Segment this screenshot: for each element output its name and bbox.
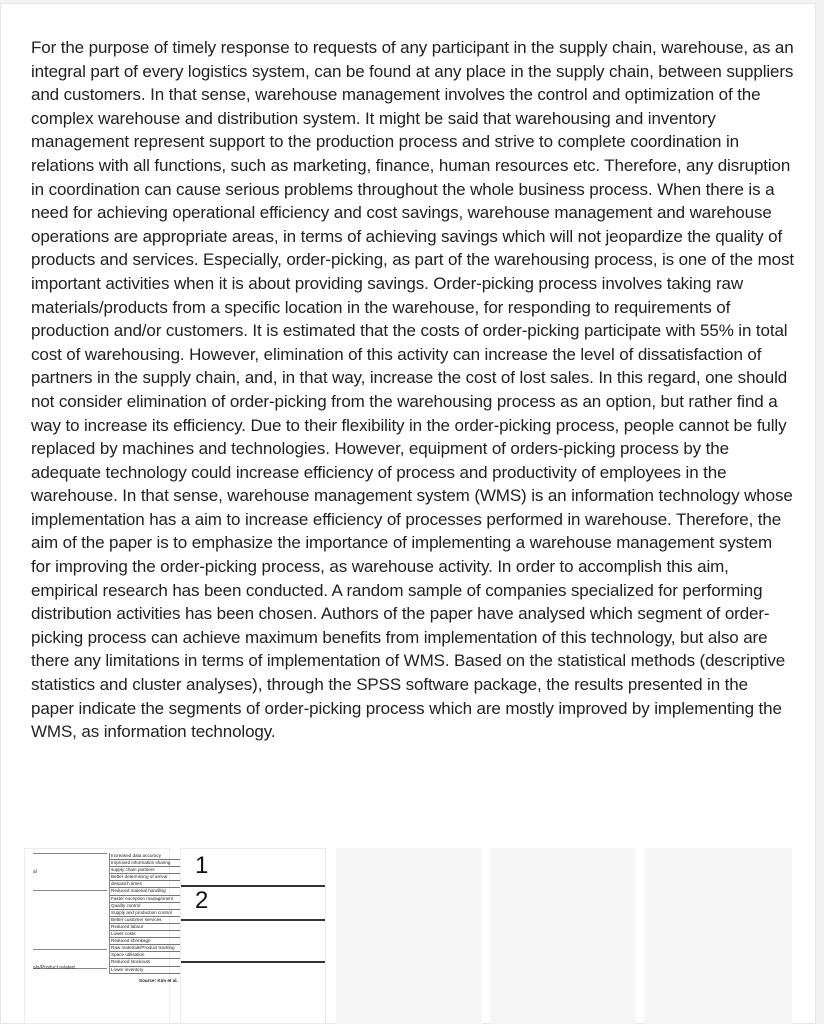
figure-thumbnail-2[interactable] [180, 848, 326, 1024]
figure-item: Lower costs [110, 931, 180, 938]
figure-thumbnails [24, 848, 792, 1024]
abstract-text: For the purpose of timely response to requests of any participant in the supply chain, warehouse, as an integral part of every logistics system, can be found at any place in the supply chain, between suppliers and customers. In that sense, warehouse management involves the control and optimization of the complex warehouse and distribution system. It might be said that warehousing and inventory management represent support to the production process and strive to complete coordination in relations with all functions, such as marketing, finance, human resources etc. Therefore, any disruption in coordination can cause serious problems throughout the whole business process. When there is a need for achieving operational efficiency and cost savings, warehouse management and warehouse operations are appropriate areas, in terms of achieving savings which will not jeopardize the quality of products and services. Especially, order-picking, as part of the warehousing process, is one of the most important activities when it is about providing savings. Order-picking process involves taking raw materials/products from a specific location in the warehouse, for responding to requirements of production and/or customers. It is estimated that the costs of order-picking participate with 55% in total cost of warehousing. However, elimination of this activity can increase the level of dissatisfaction of partners in the supply chain, and, in that way, increase the cost of lost sales. In this regard, one should not consider elimination of order-picking from the warehousing process as an option, but rather find a way to increase its efficiency. Due to their flexibility in the order-picking process, people cannot be fully replaced by machines and technologies. However, equipment of orders-picking process by the adequate technology could increase efficiency of process and productivity of employees in the warehouse. In that sense, warehouse management system (WMS) is an information technology whose implementation has a aim to increase efficiency of processes performed in warehouse. Therefore, the aim of the paper is to emphasize the importance of implementing a warehouse management system for improving the order-picking process, as warehouse activity. In order to accomplish this aim, empirical research has been conducted. A random sample of companies specialized for performing distribution activities has been chosen. Authors of the paper have analysed which segment of order-picking process can achieve maximum benefits from implementation of this technology, but also are there any limitations in terms of implementation of WMS. Based on the statistical methods (descriptive statistics and cluster analyses), through the SPSS software package, the results presented in the paper indicate the segments of order-picking process which are mostly improved by implementing the WMS, as information technology. [31, 38, 794, 742]
figure-item: despatch times [110, 881, 180, 888]
table-rule [181, 961, 325, 963]
table-row-number-1: 1 [195, 852, 209, 879]
figure-source: Source: Kim et al. [139, 978, 178, 983]
figure-item: Reduced material handling [110, 888, 180, 895]
figure-item-list [109, 853, 181, 974]
figure-item: Increased data accuracy [110, 853, 180, 860]
figure-thumbnail-1[interactable] [24, 848, 178, 1024]
figure-item: Supply and production control [110, 910, 180, 917]
figure-item: supply chain partners [110, 867, 180, 874]
figure-item: Lower inventory [110, 967, 180, 974]
figure-item: Faster exception management [110, 896, 180, 903]
table-row-number-2: 2 [195, 887, 209, 914]
figure-item: Improved information sharing [110, 860, 180, 867]
table-rule [181, 919, 325, 921]
figure-item: Reduced labour [110, 924, 180, 931]
figure-thumbnail-3[interactable] [336, 848, 482, 1024]
figure-thumbnail-5[interactable] [644, 848, 792, 1024]
figure-item: Better customer services [110, 917, 180, 924]
figure-label-top: al [33, 869, 37, 875]
figure-item: Space utilisation [110, 952, 180, 959]
figure-item: Better determining of arrival [110, 874, 180, 881]
figure-item: Reduced stockouts [110, 959, 180, 966]
figure-item: Raw materials/Product tracking [110, 945, 180, 952]
figure-item: Reduced shrinkage [110, 938, 180, 945]
figure-label-bottom: als/Product related [33, 965, 75, 971]
figure-preview [33, 853, 178, 983]
figure-thumbnail-4[interactable] [490, 848, 636, 1024]
figure-left-column [33, 853, 107, 969]
figure-item: Quality control [110, 903, 180, 910]
